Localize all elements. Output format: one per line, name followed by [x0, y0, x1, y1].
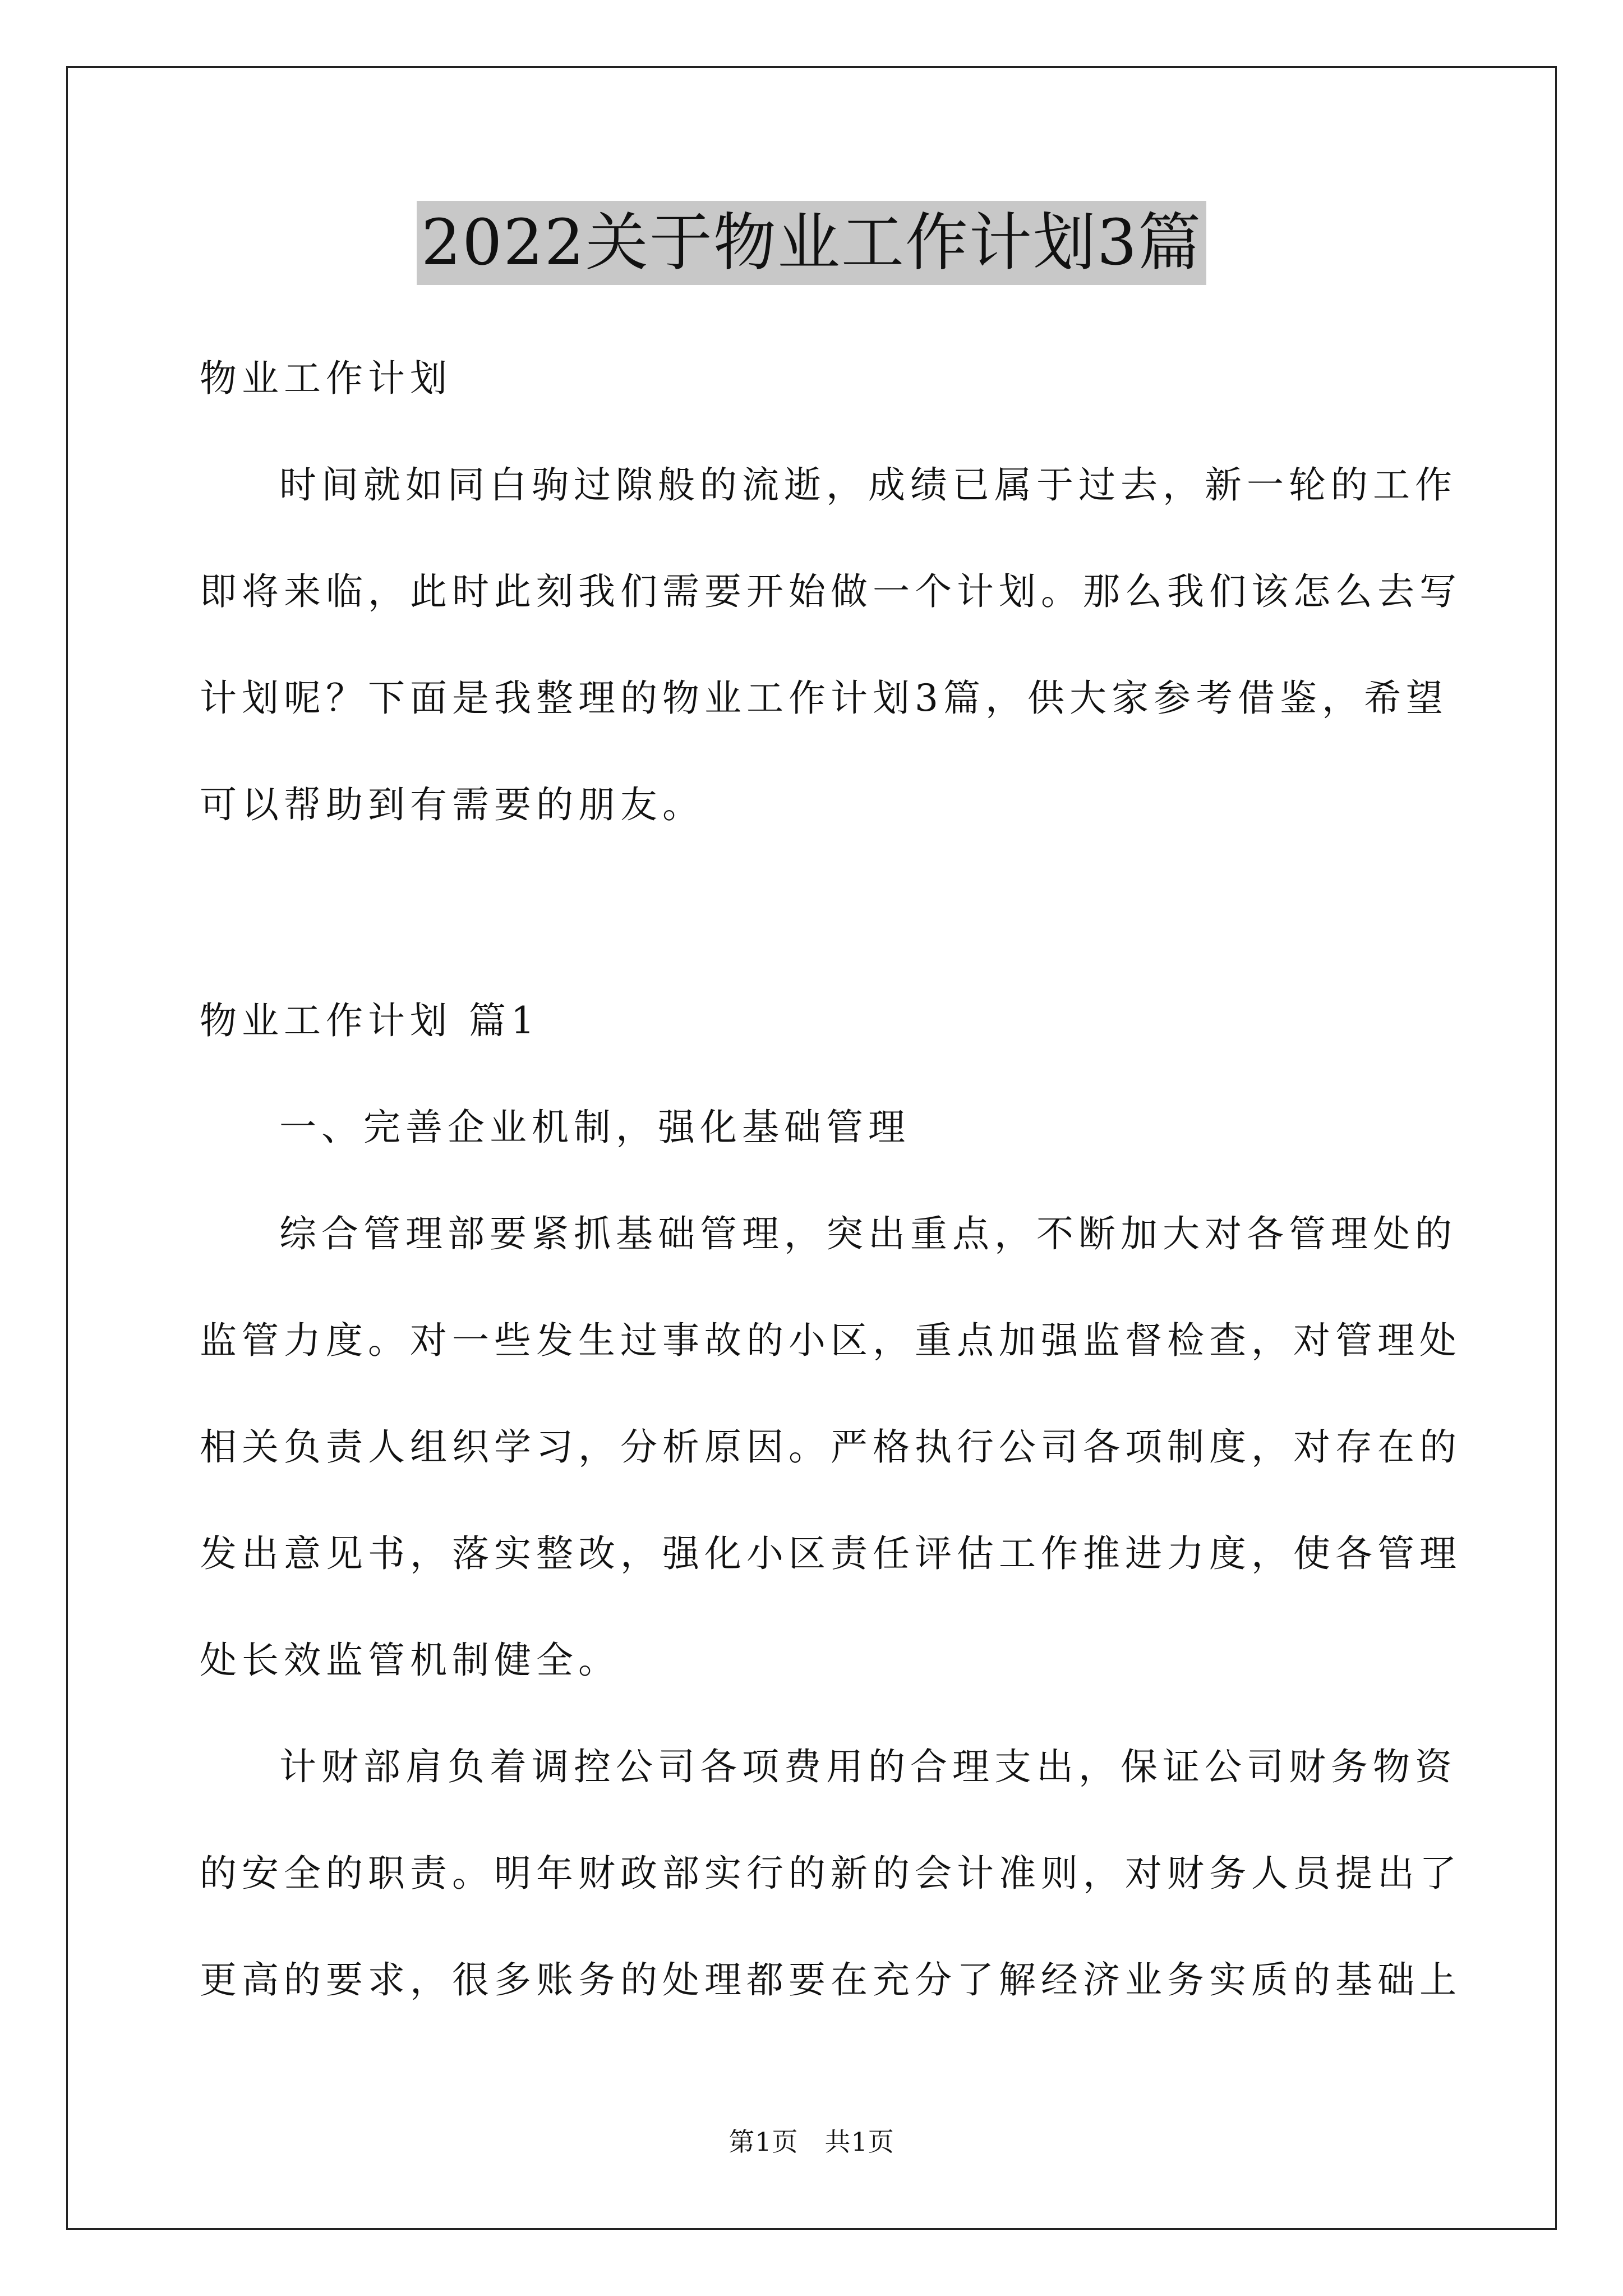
paragraph-line: 可以帮助到有需要的朋友。 — [200, 783, 704, 826]
paragraph-line: 时间就如同白驹过隙般的流逝，成绩已属于过去，新一轮的工作 — [279, 463, 1457, 507]
document-title: 2022关于物业工作计划3篇 — [417, 201, 1206, 285]
paragraph-line: 处长效监管机制健全。 — [200, 1639, 620, 1682]
title-container — [0, 201, 1623, 285]
section-heading: 物业工作计划 篇1 — [200, 999, 540, 1042]
paragraph-line: 相关负责人组织学习，分析原因。严格执行公司各项制度，对存在的 — [200, 1425, 1461, 1469]
paragraph-line: 更高的要求，很多账务的处理都要在充分了解经济业务实质的基础上 — [200, 1958, 1461, 2001]
paragraph-line: 综合管理部要紧抓基础管理，突出重点，不断加大对各管理处的 — [279, 1212, 1457, 1255]
paragraph-line: 的安全的职责。明年财政部实行的新的会计准则，对财务人员提出了 — [200, 1852, 1461, 1895]
paragraph-line: 发出意见书，落实整改，强化小区责任评估工作推进力度，使各管理 — [200, 1532, 1461, 1575]
section-heading: 物业工作计划 — [200, 357, 452, 400]
paragraph-line: 监管力度。对一些发生过事故的小区，重点加强监督检查，对管理处 — [200, 1319, 1461, 1362]
subsection-heading: 一、完善企业机制，强化基础管理 — [279, 1106, 910, 1149]
paragraph-line: 计划呢？下面是我整理的物业工作计划3篇，供大家参考借鉴，希望 — [200, 677, 1448, 720]
page-number-footer: 第1页 共1页 — [728, 2127, 895, 2157]
paragraph-line: 计财部肩负着调控公司各项费用的合理支出，保证公司财务物资 — [279, 1745, 1457, 1788]
paragraph-line: 即将来临，此时此刻我们需要开始做一个计划。那么我们该怎么去写 — [200, 570, 1461, 613]
